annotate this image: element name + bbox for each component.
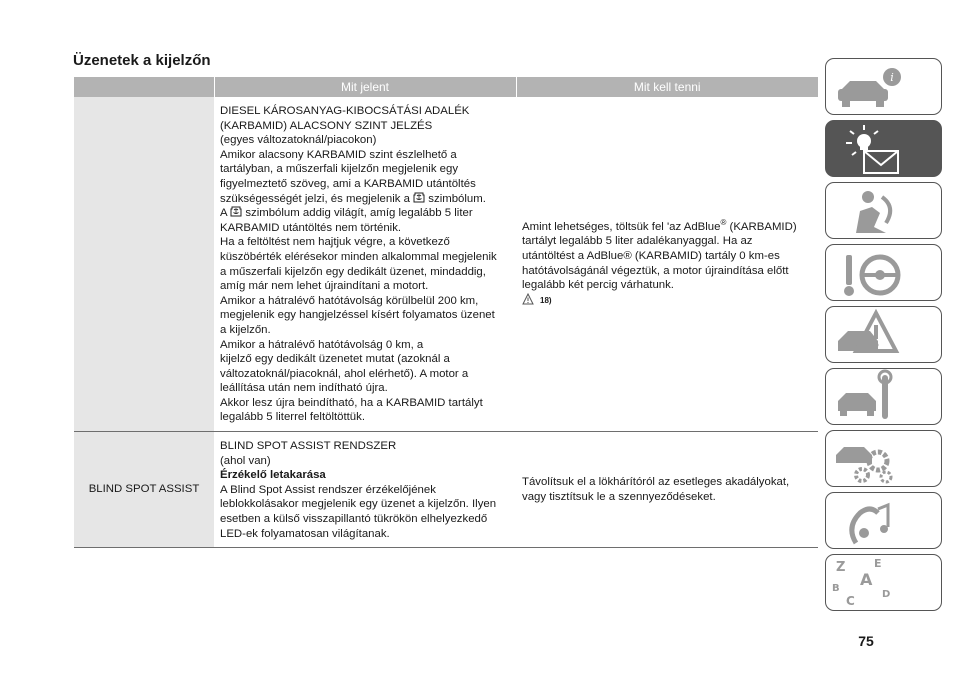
tab-maintenance[interactable] (825, 368, 942, 425)
tab-multimedia[interactable] (825, 492, 942, 549)
index-letter: B (832, 583, 840, 594)
page-number: 75 (858, 633, 874, 649)
text-line: LED-ek folyamatosan világítanak. (220, 527, 390, 540)
page-title: Üzenetek a kijelzőn (73, 52, 211, 69)
text-line: Akkor lesz újra beindítható, ha a KARBAMID tartályt (220, 396, 483, 409)
index-letter: E (874, 557, 882, 570)
svg-text:i: i (890, 71, 894, 84)
text-segment: szimbólum. (428, 192, 486, 205)
seat-airbag-icon (826, 183, 943, 240)
text-line-with-icon (220, 192, 510, 207)
text-line: vagy tisztítsuk le a szennyeződéseket. (522, 490, 716, 503)
tab-car-info[interactable] (825, 58, 942, 115)
text-line (522, 217, 812, 235)
tab-index[interactable] (825, 554, 942, 611)
text-line: megjelenik egy hangjelzéssel kísért folyamatos üzenet (220, 309, 495, 322)
sub-heading: Érzékelő letakarása (220, 469, 326, 482)
text-line: Amikor a hátralévő hatótávolság körülbelül 200 km, (220, 294, 479, 307)
message-table (74, 77, 818, 548)
text-line: legalább 5 literrel feltöltöttük. (220, 411, 365, 424)
text-line: figyelmeztető szöveg, ami a KARBAMID utántöltés (220, 177, 476, 190)
meaning-cell (214, 97, 516, 432)
header-blank (74, 77, 214, 97)
car-maintenance-icon (826, 369, 943, 426)
caution-icon (522, 293, 534, 305)
row-label: BLIND SPOT ASSIST (74, 432, 214, 548)
multimedia-icon (826, 493, 943, 550)
index-letter: A (860, 570, 873, 589)
text-line: változatoknál/piacoknál, ahol elérhető). A motor a (220, 367, 469, 380)
text-line: (KARBAMID) ALACSONY SZINT JELZÉS (220, 119, 433, 132)
text-line: utántöltést a AdBlue® (KARBAMID) tartály 0 km-es (522, 249, 780, 262)
text-segment: szimbólum addig világít, amíg legalább 5 liter (245, 207, 473, 220)
text-line: KARBAMID utántöltés nem történik. (220, 221, 402, 234)
row-label (74, 97, 214, 432)
action-cell (516, 432, 818, 548)
car-info-icon (826, 59, 943, 116)
text-line: BLIND SPOT ASSIST RENDSZER (220, 440, 397, 453)
tab-warning-lights-messages[interactable] (825, 120, 942, 177)
note-number: 18) (540, 295, 552, 305)
text-segment: A (220, 207, 227, 220)
text-line: (egyes változatoknál/piacokon) (220, 134, 377, 147)
action-cell (516, 97, 818, 432)
text-line: legalább két percig várhatunk. (522, 279, 674, 292)
text-line: Ha a feltöltést nem hajtjuk végre, a következő (220, 236, 450, 249)
table-row (74, 97, 818, 432)
text-line: Amikor a hátralévő hatótávolság 0 km, a (220, 338, 424, 351)
urea-warning-icon (230, 206, 242, 217)
table-row (74, 432, 818, 548)
tab-technical-data[interactable] (825, 430, 942, 487)
text-line: (ahol van) (220, 454, 271, 467)
meaning-cell (214, 432, 516, 548)
text-line: amíg már nem lehet újraindítani a motort. (220, 280, 429, 293)
index-letter: C (846, 594, 855, 608)
text-line-with-icon (220, 206, 510, 221)
car-emergency-icon (826, 307, 943, 364)
text-segment: (KARBAMID) (726, 220, 797, 233)
text-line: Amikor alacsony KARBAMID szint észlelhető a (220, 148, 457, 161)
text-line: esetben a külső visszapillantó tükrökön elhelyezkedő (220, 513, 488, 526)
text-segment: szükségességét jelzi, és megjelenik a (220, 192, 410, 205)
text-line: a műszerfali kijelzőn egy dedikált üzenet, mindaddig, (220, 265, 486, 278)
alphabetical-index-icon (826, 555, 943, 612)
header-what-it-means: Mit jelent (214, 77, 516, 97)
text-line: a kijelzőn. (220, 323, 271, 336)
index-letter: Z (836, 560, 846, 575)
text-line: A Blind Spot Assist rendszer érzékelőjének (220, 483, 436, 496)
tab-emergency[interactable] (825, 306, 942, 363)
text-line: DIESEL KÁROSANYAG-KIBOCSÁTÁSI ADALÉK (220, 105, 470, 117)
warning-light-message-icon (826, 121, 943, 178)
text-segment: Amint lehetséges, töltsük fel 'az AdBlue (522, 220, 721, 233)
car-specs-gears-icon (826, 431, 943, 488)
text-line: leblokkolásakor megjelenik egy üzenet a kijelzőn. Ilyen (220, 498, 497, 511)
text-line: küszöbérték elérésekor minden alkalommal megjelenik (220, 250, 497, 263)
note-reference (522, 293, 812, 309)
text-line: hatótávolságánál végeztük, a motor újraindítása előtt (522, 264, 789, 277)
tab-starting-driving[interactable] (825, 244, 942, 301)
key-steering-wheel-icon (826, 245, 943, 302)
registered-mark: ® (720, 217, 727, 227)
header-what-to-do: Mit kell tenni (516, 77, 818, 97)
text-line: tartályban, a műszerfali kijelzőn megjelenik egy (220, 163, 459, 176)
text-line: leállítása után nem indítható újra. (220, 382, 388, 395)
text-line: tartályt legalább 5 liter adalékanyaggal. Ha az (522, 235, 753, 248)
urea-warning-icon (413, 192, 425, 203)
text-line: kijelző egy dedikált üzenetet mutat (azoknál a (220, 353, 450, 366)
table-header-row (74, 77, 818, 97)
text-line: Távolítsuk el a lökhárítóról az esetleges akadályokat, (522, 476, 790, 489)
index-letter: D (882, 589, 891, 600)
tab-safety[interactable] (825, 182, 942, 239)
